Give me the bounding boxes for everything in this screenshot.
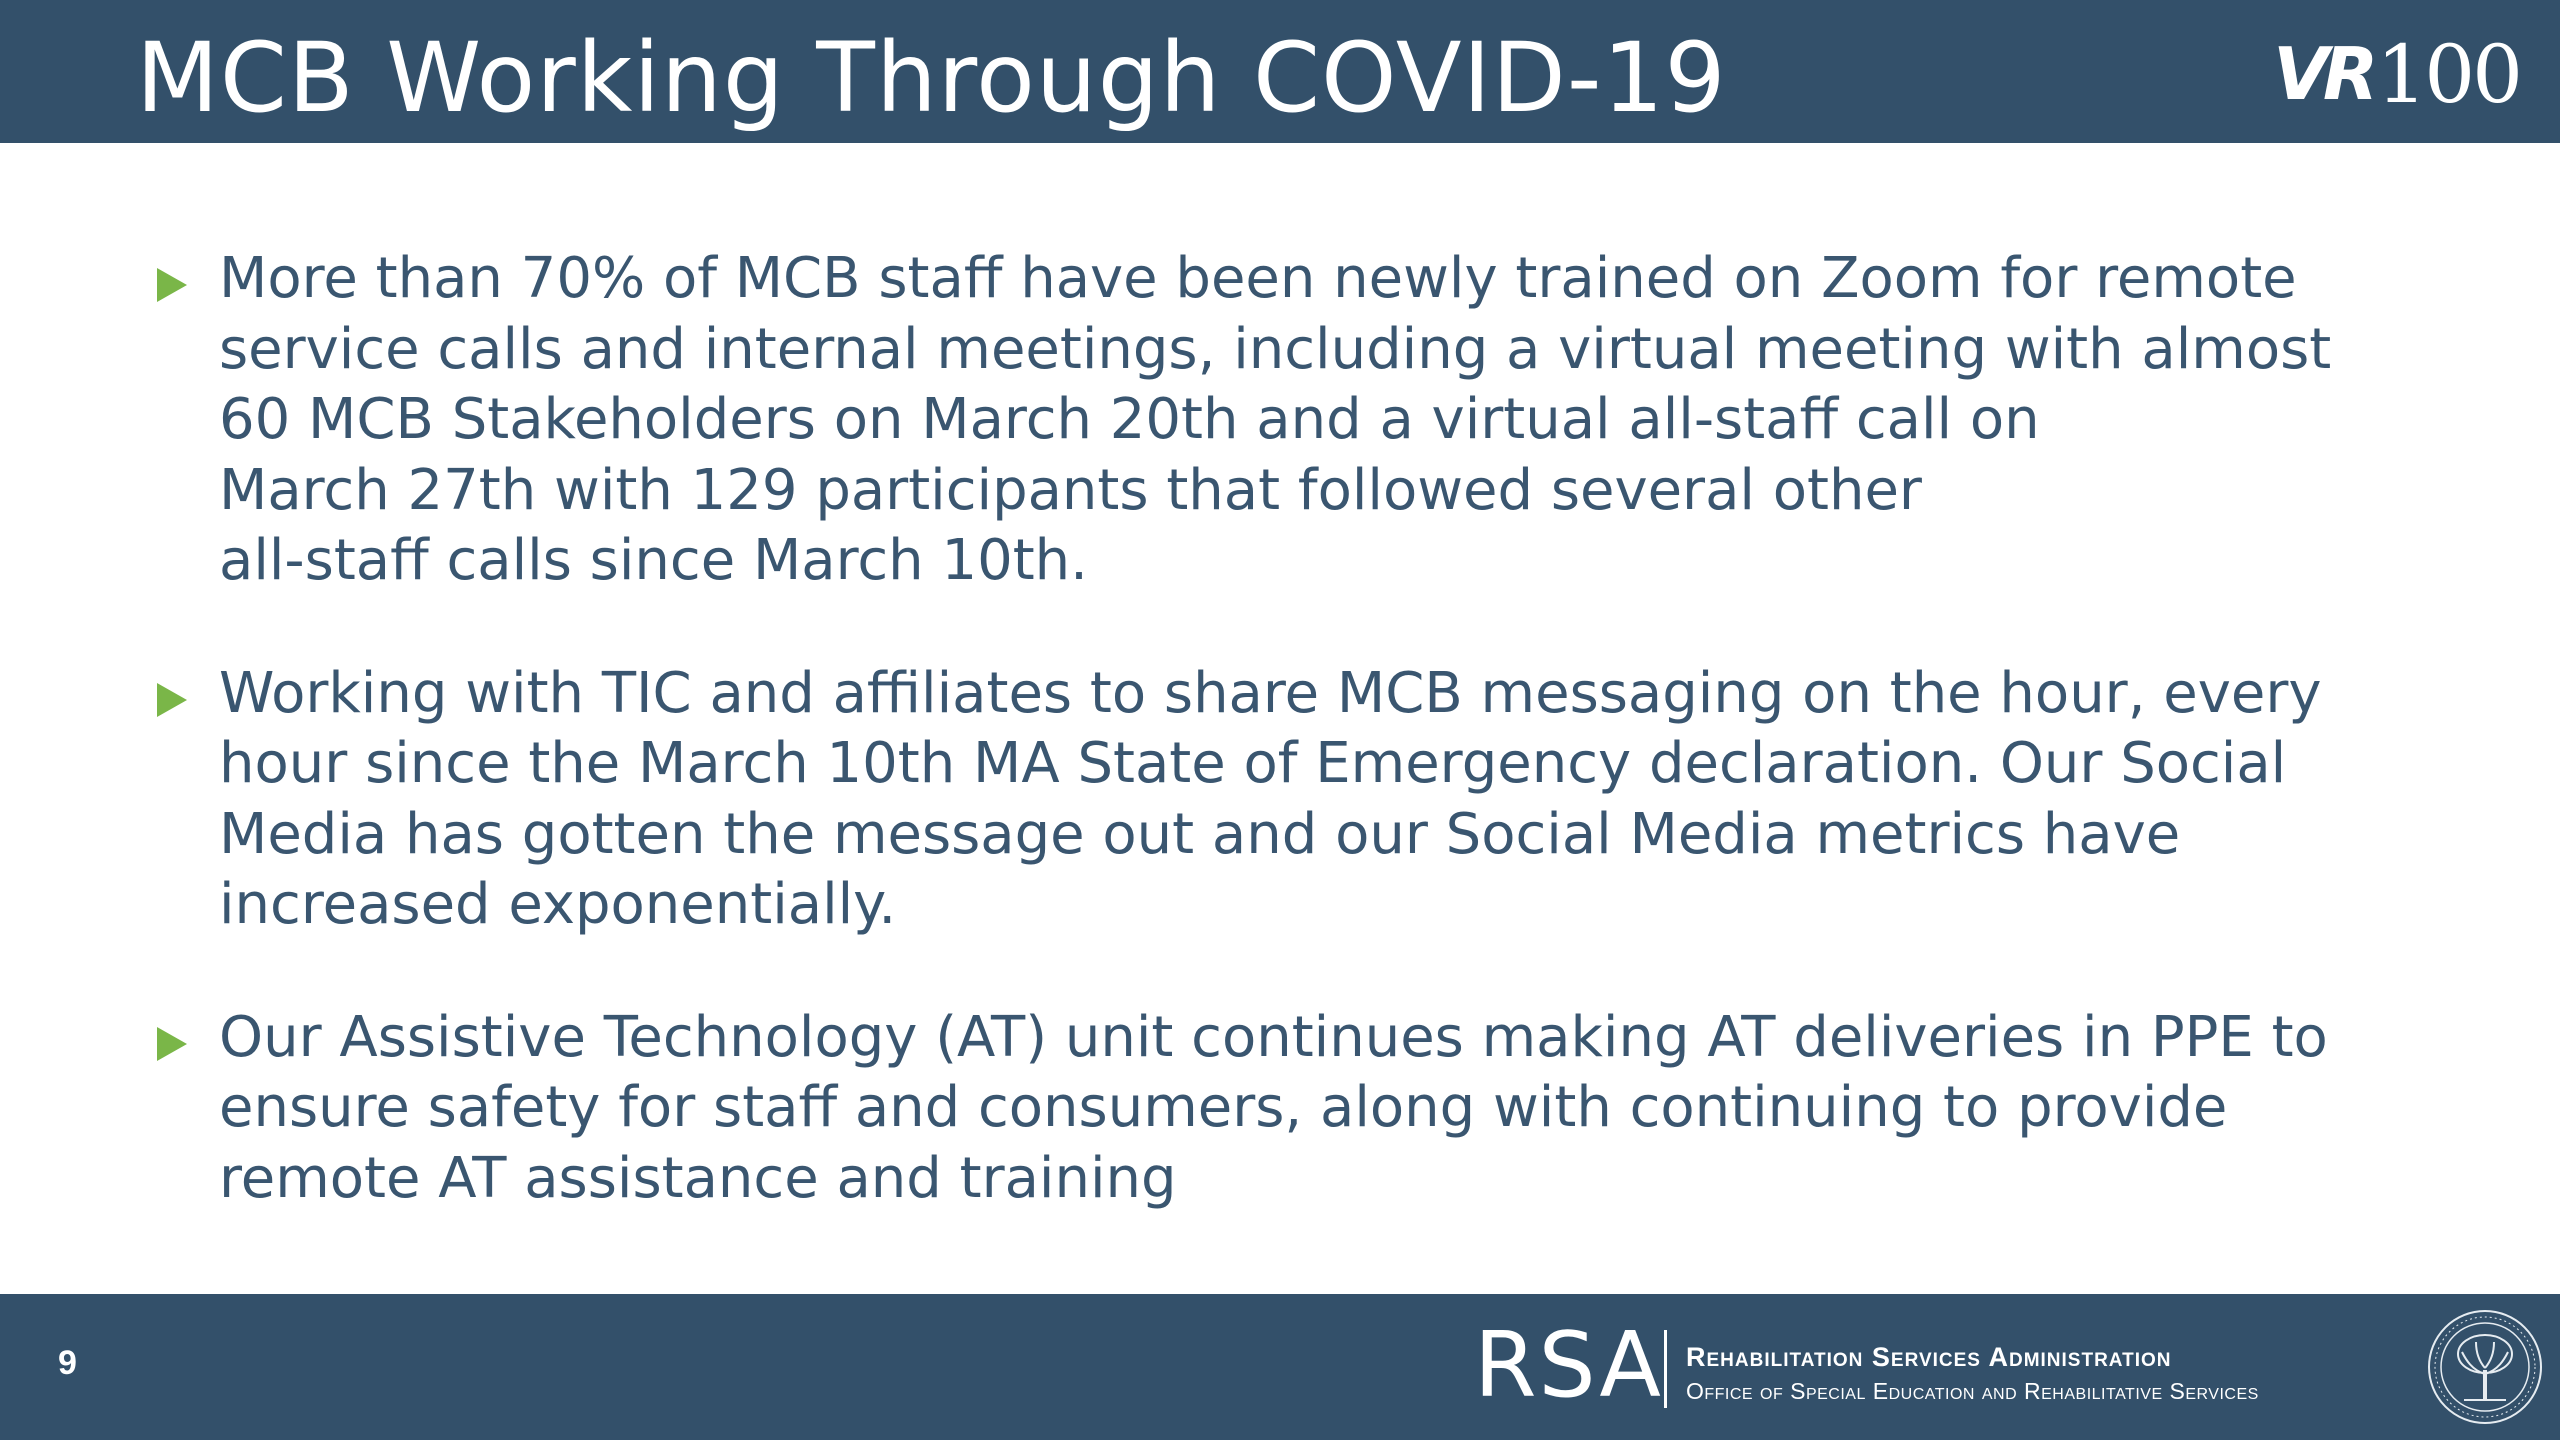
bullet-text: Working with TIC and affiliates to share MCB messaging on the hour, every hour since the March 10th MA State of Emergency declaration. Our Social Media has gotten the message out and our Social Media metrics have increased exponentially. bbox=[219, 660, 2322, 937]
footer-divider bbox=[1664, 1330, 1667, 1408]
agency-name: Rehabilitation Services Administration bbox=[1686, 1342, 2172, 1372]
vr100-logo-letters: VR bbox=[2273, 32, 2373, 116]
vr100-logo bbox=[2273, 27, 2520, 121]
department-seal-icon bbox=[2426, 1308, 2544, 1426]
office-name: Office of Special Education and Rehabilitative Services bbox=[1686, 1378, 2259, 1404]
bullet-item bbox=[155, 244, 2395, 597]
triangle-right-icon bbox=[157, 1027, 187, 1061]
bullet-text: Our Assistive Technology (AT) unit continues making AT deliveries in PPE to ensure safety for staff and consumers, along with continuing to provide remote AT assistance and training bbox=[219, 1004, 2328, 1211]
slide-header bbox=[0, 0, 2560, 143]
agency-block bbox=[1686, 1340, 2259, 1408]
bullet-item bbox=[155, 1003, 2395, 1215]
bullet-list bbox=[155, 244, 2395, 1276]
triangle-right-icon bbox=[157, 683, 187, 717]
triangle-right-icon bbox=[157, 268, 187, 302]
page-number: 9 bbox=[58, 1344, 77, 1382]
bullet-item bbox=[155, 659, 2395, 941]
bullet-text: More than 70% of MCB staff have been newly trained on Zoom for remote service calls and internal meetings, including a virtual meeting with almost 60 MCB Stakeholders on March 20th and a virtual all-staff call on March 27th with 129 participants that followed several other all-staff calls since March 10th. bbox=[219, 246, 2332, 593]
rsa-wordmark: RSA bbox=[1474, 1313, 1663, 1418]
slide-title: MCB Working Through COVID-19 bbox=[136, 22, 1727, 134]
vr100-logo-number: 100 bbox=[2376, 27, 2520, 121]
slide-footer bbox=[0, 1294, 2560, 1440]
